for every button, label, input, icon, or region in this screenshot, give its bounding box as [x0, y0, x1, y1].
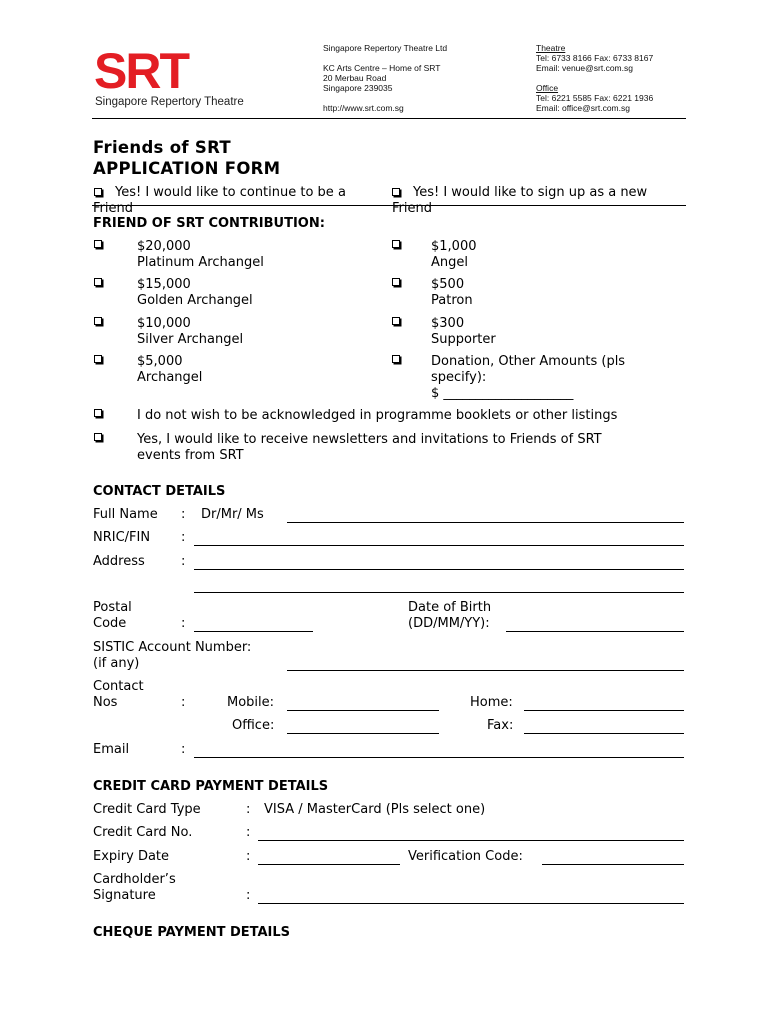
postal-code-field[interactable]	[194, 631, 313, 632]
office-email: Email: office@srt.com.sg	[536, 103, 630, 113]
nric-field[interactable]	[194, 545, 684, 546]
mobile-label: Mobile:	[227, 695, 275, 710]
dob-field[interactable]	[506, 631, 684, 632]
new-friend-checkbox[interactable]	[392, 188, 400, 196]
tier-name: Platinum Archangel	[137, 255, 264, 270]
postal-label-2: Code	[93, 616, 127, 631]
tier-name: Golden Archangel	[137, 293, 253, 308]
newsletter-checkbox[interactable]	[94, 433, 102, 441]
tier-checkbox[interactable]	[94, 317, 102, 325]
new-friend-label: Yes! I would like to sign up as a new	[413, 185, 648, 200]
donation-label-2: specify):	[431, 370, 487, 385]
colon: :	[181, 507, 186, 522]
email-label: Email	[93, 742, 130, 757]
colon: :	[246, 825, 251, 840]
tier-name: Archangel	[137, 370, 203, 385]
cardholder-label-2: Signature	[93, 888, 156, 903]
colon: :	[246, 849, 251, 864]
contact-info	[536, 43, 653, 113]
theatre-label: Theatre	[536, 43, 566, 53]
options-divider	[92, 205, 686, 206]
office-field[interactable]	[287, 733, 439, 734]
tier-checkbox[interactable]	[392, 240, 400, 248]
tier-amount: $1,000	[431, 239, 477, 254]
org-website-link[interactable]: http://www.srt.com.sg	[323, 103, 404, 113]
org-address-line2: 20 Merbau Road	[323, 73, 387, 83]
tier-checkbox[interactable]	[94, 240, 102, 248]
email-field[interactable]	[194, 757, 684, 758]
no-acknowledge-checkbox[interactable]	[94, 409, 102, 417]
expiry-label: Expiry Date	[93, 849, 170, 864]
card-type-label: Credit Card Type	[93, 802, 201, 817]
theatre-email: Email: venue@srt.com.sg	[536, 63, 633, 73]
donation-checkbox[interactable]	[392, 355, 400, 363]
credit-card-heading: CREDIT CARD PAYMENT DETAILS	[93, 779, 329, 794]
office-label: Office:	[232, 718, 275, 733]
continue-friend-checkbox[interactable]	[94, 188, 102, 196]
sistic-label-2: (if any)	[93, 656, 140, 671]
tier-name: Silver Archangel	[137, 332, 244, 347]
tier-amount: $500	[431, 277, 465, 292]
tier-checkbox[interactable]	[94, 278, 102, 286]
address-field-line2[interactable]	[194, 592, 684, 593]
org-address-line1: KC Arts Centre – Home of SRT	[323, 63, 441, 73]
colon: :	[181, 695, 186, 710]
dob-format-label: (DD/MM/YY):	[408, 616, 490, 631]
office-tel: Tel: 6221 5585 Fax: 6221 1936	[536, 93, 654, 103]
form-title: Friends of SRT	[93, 138, 231, 157]
colon: :	[181, 554, 186, 569]
cheque-heading: CHEQUE PAYMENT DETAILS	[93, 925, 291, 940]
verification-field[interactable]	[542, 864, 684, 865]
tier-checkbox[interactable]	[392, 278, 400, 286]
org-name: Singapore Repertory Theatre Ltd	[323, 43, 448, 53]
tier-checkbox[interactable]	[94, 355, 102, 363]
tier-name: Patron	[431, 293, 473, 308]
contact-heading: CONTACT DETAILS	[93, 484, 226, 499]
colon: :	[181, 616, 186, 631]
mobile-field[interactable]	[287, 710, 439, 711]
verification-label: Verification Code:	[408, 849, 523, 864]
expiry-field[interactable]	[258, 864, 400, 865]
signature-field[interactable]	[258, 903, 684, 904]
new-friend-label-2: Friend	[392, 201, 432, 216]
donation-label: Donation, Other Amounts (pls	[431, 354, 626, 369]
theatre-tel: Tel: 6733 8166 Fax: 6733 8167	[536, 53, 654, 63]
tier-amount: $10,000	[137, 316, 191, 331]
contact-nos-label-2: Nos	[93, 695, 118, 710]
org-info	[323, 43, 447, 113]
sistic-label: SISTIC Account Number:	[93, 640, 252, 655]
postal-label: Postal	[93, 600, 132, 615]
tier-name: Supporter	[431, 332, 496, 347]
newsletter-label-2: events from SRT	[137, 448, 244, 463]
full-name-label: Full Name	[93, 507, 158, 522]
colon: :	[181, 742, 186, 757]
dob-label: Date of Birth	[408, 600, 492, 615]
donation-amount-field[interactable]: $ ____________________	[431, 386, 574, 401]
salutation-options[interactable]: Dr/Mr/ Ms	[201, 507, 264, 522]
form-subtitle: APPLICATION FORM	[93, 159, 281, 178]
card-type-options[interactable]: VISA / MasterCard (Pls select one)	[264, 802, 486, 817]
colon: :	[181, 530, 186, 545]
org-address-line3: Singapore 239035	[323, 83, 393, 93]
contribution-heading: FRIEND OF SRT CONTRIBUTION:	[93, 216, 325, 231]
address-label: Address	[93, 554, 145, 569]
full-name-field[interactable]	[287, 522, 684, 523]
colon: :	[246, 802, 251, 817]
colon: :	[246, 888, 251, 903]
cardholder-label: Cardholder’s	[93, 872, 176, 887]
card-no-label: Credit Card No.	[93, 825, 193, 840]
fax-field[interactable]	[524, 733, 684, 734]
card-no-field[interactable]	[258, 840, 684, 841]
home-label: Home:	[470, 695, 513, 710]
tier-amount: $15,000	[137, 277, 191, 292]
tier-amount: $20,000	[137, 239, 191, 254]
office-label: Office	[536, 83, 559, 93]
fax-label: Fax:	[487, 718, 514, 733]
newsletter-label: Yes, I would like to receive newsletters and invitations to Friends of SRT	[137, 432, 602, 447]
continue-friend-label: Yes! I would like to continue to be a	[115, 185, 346, 200]
logo-subtitle: Singapore Repertory Theatre	[95, 96, 244, 108]
home-field[interactable]	[524, 710, 684, 711]
header-divider	[92, 118, 686, 119]
tier-amount: $300	[431, 316, 465, 331]
contact-nos-label: Contact	[93, 679, 144, 694]
logo-text: SRT	[94, 48, 188, 99]
no-acknowledge-label: I do not wish to be acknowledged in programme booklets or other listings	[137, 408, 618, 423]
nric-label: NRIC/FIN	[93, 530, 151, 545]
sistic-field[interactable]	[287, 670, 684, 671]
continue-friend-label-2: Friend	[93, 201, 133, 216]
tier-amount: $5,000	[137, 354, 183, 369]
address-field-line1[interactable]	[194, 569, 684, 570]
tier-checkbox[interactable]	[392, 317, 400, 325]
tier-name: Angel	[431, 255, 468, 270]
